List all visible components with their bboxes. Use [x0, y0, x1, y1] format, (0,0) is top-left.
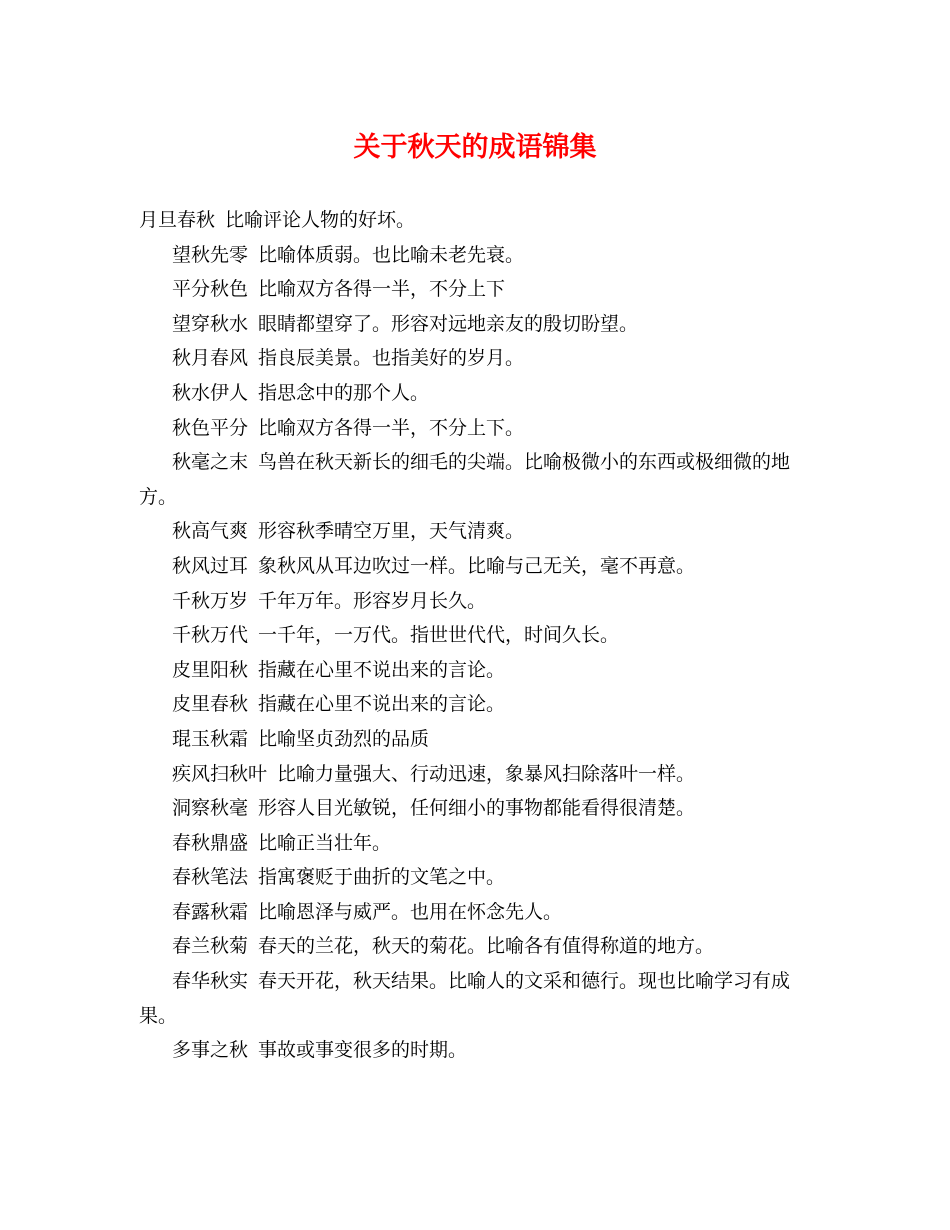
idiom-meaning: 鸟兽在秋天新长的细毛的尖端。比喻极微小的东西或极细微的地方。 — [139, 451, 791, 508]
idiom-entry — [139, 514, 819, 549]
idiom-meaning: 比喻恩泽与威严。也用在怀念先人。 — [258, 900, 563, 923]
document-title: 关于秋天的成语锦集 — [353, 132, 597, 163]
idiom-entry — [139, 1033, 819, 1068]
idiom-term: 平分秋色 — [172, 278, 249, 301]
idiom-term: 月旦春秋 — [139, 209, 216, 231]
idiom-term: 千秋万岁 — [172, 589, 249, 612]
idiom-list — [139, 203, 819, 1068]
idiom-entry — [139, 687, 819, 722]
idiom-meaning: 形容人目光敏锐，任何细小的事物都能看得很清楚。 — [258, 797, 696, 820]
idiom-term: 春露秋霜 — [172, 900, 249, 923]
idiom-meaning: 比喻力量强大、行动迅速，象暴风扫除落叶一样。 — [277, 762, 696, 785]
idiom-term: 春秋笔法 — [172, 866, 249, 889]
idiom-meaning: 比喻双方各得一半，不分上下 — [258, 278, 506, 301]
idiom-term: 望穿秋水 — [172, 312, 249, 335]
idiom-term: 洞察秋毫 — [172, 797, 249, 820]
idiom-entry — [139, 618, 819, 653]
idiom-entry — [139, 549, 819, 584]
idiom-entry — [139, 791, 819, 826]
idiom-term: 皮里阳秋 — [172, 658, 249, 681]
idiom-term: 秋月春风 — [172, 347, 249, 370]
idiom-term: 秋毫之末 — [172, 451, 249, 474]
idiom-entry — [139, 445, 819, 514]
idiom-term: 千秋万代 — [172, 624, 249, 647]
idiom-meaning: 春天的兰花，秋天的菊花。比喻各有值得称道的地方。 — [258, 935, 715, 958]
idiom-meaning: 春天开花，秋天结果。比喻人的文采和德行。现也比喻学习有成果。 — [139, 970, 791, 1027]
idiom-entry — [139, 584, 819, 619]
idiom-meaning: 一千年，一万代。指世世代代，时间久长。 — [258, 624, 620, 647]
idiom-meaning: 指思念中的那个人。 — [258, 381, 430, 404]
idiom-meaning: 指藏在心里不说出来的言论。 — [258, 658, 506, 681]
idiom-meaning: 比喻双方各得一半，不分上下。 — [258, 416, 525, 439]
idiom-entry — [139, 238, 819, 273]
idiom-entry — [139, 929, 819, 964]
idiom-meaning: 形容秋季晴空万里，天气清爽。 — [258, 520, 525, 543]
idiom-meaning: 比喻体质弱。也比喻未老先衰。 — [258, 243, 525, 266]
idiom-entry — [139, 341, 819, 376]
idiom-term: 疾风扫秋叶 — [172, 762, 268, 785]
idiom-meaning: 象秋风从耳边吹过一样。比喻与己无关，毫不再意。 — [258, 554, 696, 577]
idiom-meaning: 事故或事变很多的时期。 — [258, 1039, 468, 1062]
idiom-term: 多事之秋 — [172, 1039, 249, 1062]
idiom-meaning: 比喻坚贞劲烈的品质 — [258, 727, 430, 750]
idiom-meaning: 千年万年。形容岁月长久。 — [258, 589, 487, 612]
idiom-entry — [139, 307, 819, 342]
idiom-meaning: 指良辰美景。也指美好的岁月。 — [258, 347, 525, 370]
idiom-meaning: 指寓褒贬于曲折的文笔之中。 — [258, 866, 506, 889]
idiom-entry — [139, 376, 819, 411]
idiom-entry — [139, 860, 819, 895]
idiom-entry — [139, 272, 819, 307]
idiom-term: 秋风过耳 — [172, 554, 249, 577]
idiom-meaning: 比喻评论人物的好坏。 — [225, 209, 416, 231]
idiom-term: 春兰秋菊 — [172, 935, 249, 958]
idiom-entry — [139, 203, 819, 238]
idiom-term: 皮里春秋 — [172, 693, 249, 716]
idiom-entry — [139, 722, 819, 757]
idiom-term: 望秋先零 — [172, 243, 249, 266]
idiom-term: 琨玉秋霜 — [172, 727, 249, 750]
idiom-entry — [139, 826, 819, 861]
idiom-entry — [139, 964, 819, 1033]
idiom-meaning: 指藏在心里不说出来的言论。 — [258, 693, 506, 716]
idiom-meaning: 眼睛都望穿了。形容对远地亲友的殷切盼望。 — [258, 312, 639, 335]
idiom-term: 春华秋实 — [172, 970, 249, 993]
idiom-meaning: 比喻正当壮年。 — [258, 831, 392, 854]
idiom-term: 秋水伊人 — [172, 381, 249, 404]
idiom-term: 秋色平分 — [172, 416, 249, 439]
idiom-entry — [139, 653, 819, 688]
idiom-term: 春秋鼎盛 — [172, 831, 249, 854]
idiom-term: 秋高气爽 — [172, 520, 249, 543]
idiom-entry — [139, 895, 819, 930]
idiom-entry — [139, 411, 819, 446]
idiom-entry — [139, 757, 819, 792]
